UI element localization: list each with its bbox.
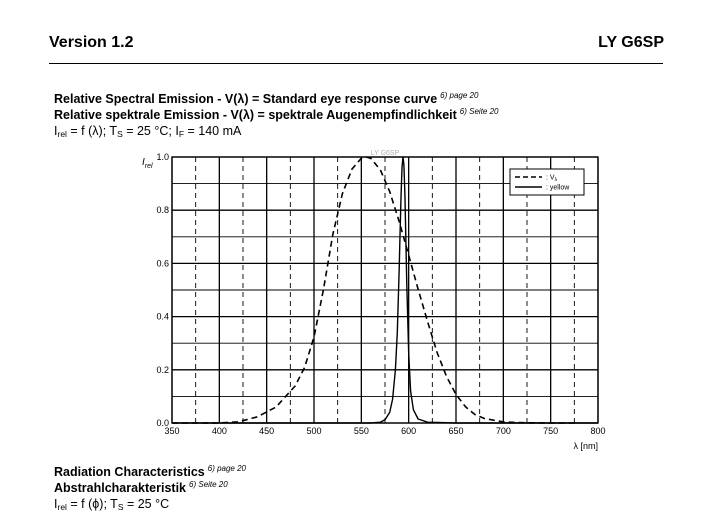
y-axis-label-sub: rel	[144, 163, 153, 170]
x-axis-label: λ [nm]	[573, 441, 598, 451]
header-version: Version 1.2	[49, 34, 134, 51]
spectral-emission-chart	[130, 148, 610, 460]
y-tick-label: 0.6	[156, 258, 169, 269]
section2-conditions	[54, 497, 169, 512]
section2-title-de-text: Abstrahlcharakteristik	[54, 481, 187, 495]
section1-title-de-text: Relative spektrale Emission - V(λ) = spektrale Augenempfindlichkeit	[54, 108, 457, 122]
y-tick-label: 1.0	[156, 152, 169, 162]
x-tick-label: 550	[353, 426, 369, 436]
header-divider	[49, 63, 663, 64]
section2-title-en-ref: 6) page 20	[207, 464, 247, 473]
legend-label-main: : yellow	[546, 184, 570, 192]
cond-end: = 140 mA	[184, 124, 242, 138]
cond-mid: = f (λ); T	[66, 124, 118, 138]
y-tick-label: 0.8	[156, 205, 169, 216]
cond2-irel: I	[54, 497, 58, 511]
section2-title-de	[54, 480, 228, 495]
legend-label	[546, 185, 570, 192]
cond-ts-sub: S	[117, 129, 123, 139]
x-tick-label: 750	[543, 426, 559, 436]
y-tick-label: 0.4	[156, 311, 169, 322]
cond-irel-sub: rel	[57, 129, 67, 139]
y-tick-label: 0.2	[156, 364, 169, 375]
x-tick-label: 650	[448, 426, 464, 436]
cond2-end: = 25 °C	[123, 497, 170, 511]
x-tick-label: 500	[306, 426, 322, 436]
y-tick-label: 0.0	[156, 418, 169, 428]
x-tick-label: 700	[495, 426, 511, 436]
section2-title-en	[54, 464, 246, 479]
header-part-number: LY G6SP	[598, 34, 664, 51]
section1-title-en-ref: 6) page 20	[440, 91, 479, 100]
section2-title-de-ref: 6) Seite 20	[189, 480, 228, 489]
cond2-irel-sub: rel	[57, 502, 67, 512]
chart-watermark: LY G6SP	[370, 150, 400, 157]
cond2-ts-sub: S	[117, 502, 124, 512]
cond-if-sub: F	[178, 129, 185, 139]
legend-label-main: : V	[546, 174, 555, 182]
y-axis-label	[142, 157, 153, 170]
section2-title-en-text: Radiation Characteristics	[54, 465, 205, 479]
section1-conditions	[54, 124, 241, 139]
x-tick-label: 400	[211, 426, 227, 436]
x-tick-label: 600	[401, 426, 417, 436]
x-tick-label: 350	[164, 426, 180, 436]
cond-irel: I	[54, 124, 58, 138]
cond2-mid: = f (ϕ); T	[66, 497, 118, 511]
x-tick-label: 800	[590, 426, 606, 436]
x-tick-label: 450	[259, 426, 275, 436]
section1-title-de-ref: 6) Seite 20	[459, 107, 499, 116]
section1-title-en	[54, 91, 478, 106]
section1-title-de	[54, 107, 499, 122]
cond-mid2: = 25 °C; I	[122, 124, 179, 138]
legend-label-sub: λ	[554, 177, 558, 183]
y-axis-label-main: I	[142, 157, 145, 168]
section1-title-en-text: Relative Spectral Emission - V(λ) = Standard eye response curve	[54, 92, 438, 106]
